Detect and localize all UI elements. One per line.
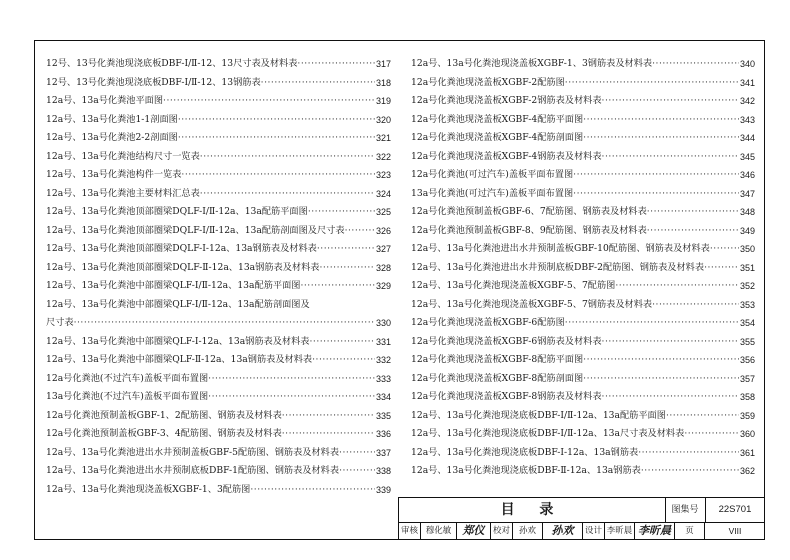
toc-entry-page: 326 — [375, 225, 391, 236]
toc-entry-page: 359 — [739, 410, 755, 421]
design-label: 设计 — [583, 522, 605, 540]
toc-entry-title: 12a号化粪池现浇盖板XGBF-2钢筋表及材料表 — [411, 95, 602, 106]
toc-entry-title: 12a号、13a号化粪池顶部圈梁DQLF-Ⅰ/Ⅱ-12a、13a配筋平面图 — [46, 206, 308, 217]
toc-entry-title: 12号、13号化粪池现浇底板DBF-Ⅰ/Ⅱ-12、13钢筋表 — [46, 76, 261, 88]
toc-entry-title: 12a号、13a号化粪池进出水井预制盖板GBF-5配筋图、钢筋表及材料表 — [46, 446, 340, 458]
toc-entry-page: 341 — [739, 77, 755, 88]
toc-entry[interactable] — [411, 370, 755, 389]
toc-entry-page: 335 — [375, 410, 391, 421]
leader-dots — [163, 92, 375, 111]
leader-dots — [178, 129, 375, 148]
leader-dots — [178, 111, 375, 130]
leader-dots — [282, 425, 375, 444]
toc-entry-title: 12a号、13a号化粪池平面图 — [46, 95, 164, 106]
toc-entry-page: 349 — [739, 225, 755, 236]
leader-dots — [602, 333, 739, 352]
toc-entry-title: 12a号、13a号化粪池结构尺寸一览表 — [46, 150, 200, 162]
toc-entry-title: 12a号、13a号化粪池主要材料汇总表 — [46, 187, 200, 199]
leader-dots — [319, 259, 375, 278]
toc-entry-title: 12a号、13a号化粪池顶部圈梁DQLF-Ⅰ-12a、13a钢筋表及材料表 — [46, 243, 317, 254]
toc-entry-title: 12a号、13a号化粪池构件一览表 — [46, 169, 182, 180]
toc-entry[interactable] — [46, 111, 391, 130]
designer-name: 李昕晨 — [605, 522, 635, 540]
leader-dots — [181, 166, 375, 185]
toc-entry-page: 329 — [375, 281, 391, 291]
toc-entry-title: 12a号、13a号化粪池顶部圈梁DQLF-Ⅰ/Ⅱ-12a、13a配筋剖面图及尺寸表 — [46, 224, 345, 236]
toc-entry[interactable] — [411, 148, 755, 167]
leader-dots — [317, 240, 375, 259]
toc-entry-title: 13a号化粪池(不过汽车)盖板平面布置图 — [46, 391, 209, 402]
toc-entry[interactable] — [411, 277, 755, 296]
title-block-row-2 — [399, 522, 765, 540]
toc-entry-title: 12a号、13a号化粪池现浇盖板XGBF-1、3配筋图 — [46, 483, 251, 495]
toc-entry[interactable] — [411, 129, 755, 148]
toc-entry-page: 342 — [739, 96, 755, 106]
toc-entry-title: 12a号、13a号化粪池现浇盖板XGBF-5、7配筋图 — [411, 280, 616, 291]
toc-entry[interactable] — [46, 444, 391, 463]
toc-entry-page: 351 — [739, 262, 755, 273]
toc-entry[interactable] — [46, 370, 391, 389]
toc-entry[interactable] — [411, 314, 755, 333]
toc-entry[interactable] — [46, 388, 391, 407]
toc-entry[interactable] — [411, 351, 755, 370]
leader-dots — [300, 277, 375, 296]
leader-dots — [250, 481, 375, 500]
leader-dots — [583, 351, 739, 370]
toc-entry[interactable] — [46, 166, 391, 185]
leader-dots — [565, 74, 739, 93]
leader-dots — [704, 259, 739, 278]
toc-entry[interactable] — [411, 55, 755, 74]
title-block-row-1 — [399, 498, 765, 523]
toc-right-column — [411, 55, 755, 481]
toc-entry-page: 327 — [375, 244, 391, 254]
toc-entry-title: 12a号化粪池现浇盖板XGBF-2配筋图 — [411, 76, 565, 88]
leader-dots — [615, 277, 739, 296]
leader-dots — [573, 166, 739, 185]
toc-entry[interactable] — [46, 351, 391, 370]
toc-entry[interactable] — [46, 55, 391, 74]
toc-entry[interactable] — [46, 481, 391, 500]
toc-entry[interactable] — [46, 203, 391, 222]
toc-entry[interactable] — [46, 296, 391, 315]
toc-left-column — [46, 55, 391, 499]
designer-signature: 李昕晨 — [635, 522, 675, 540]
leader-dots — [583, 129, 739, 148]
toc-entry-title: 12a号、13a号化粪池中部圈梁QLF-Ⅰ/Ⅱ-12a、13a配筋平面图 — [46, 280, 301, 291]
toc-entry-title: 12a号化粪池(不过汽车)盖板平面布置图 — [46, 372, 209, 384]
leader-dots — [666, 407, 739, 426]
checker-signature: 孙欢 — [543, 522, 583, 540]
leader-dots — [261, 74, 375, 93]
sheet-title: 目 录 — [399, 498, 666, 522]
leader-dots — [638, 444, 739, 463]
leader-dots — [339, 462, 375, 481]
toc-entry-continuation[interactable] — [46, 314, 391, 333]
toc-entry[interactable] — [411, 222, 755, 241]
toc-entry-title: 12a号、13a号化粪池现浇盖板XGBF-5、7钢筋表及材料表 — [411, 298, 653, 310]
leader-dots — [565, 314, 739, 333]
toc-entry[interactable] — [411, 462, 755, 481]
toc-entry[interactable] — [411, 333, 755, 352]
leader-dots — [208, 370, 375, 389]
toc-entry-title: 12a号化粪池现浇盖板XGBF-8配筋剖面图 — [411, 372, 584, 384]
toc-entry-title: 12a号、13a号化粪池顶部圈梁DQLF-Ⅱ-12a、13a钢筋表及材料表 — [46, 261, 320, 273]
toc-entry[interactable] — [46, 333, 391, 352]
toc-entry[interactable] — [411, 74, 755, 93]
toc-entry-title: 12a号化粪池现浇盖板XGBF-8钢筋表及材料表 — [411, 391, 602, 402]
toc-entry-page: 343 — [739, 114, 755, 125]
leader-dots — [602, 388, 739, 407]
toc-entry[interactable] — [411, 166, 755, 185]
toc-entry-title: 12a号、13a号化粪池现浇盖板XGBF-1、3钢筋表及材料表 — [411, 58, 653, 69]
toc-entry-title: 12a号化粪池预制盖板GBF-3、4配筋图、钢筋表及材料表 — [46, 428, 282, 439]
toc-entry-title: 12a号化粪池预制盖板GBF-8、9配筋图、钢筋表及材料表 — [411, 224, 647, 236]
review-label: 审核 — [399, 522, 421, 540]
leader-dots — [309, 333, 374, 352]
toc-entry[interactable] — [411, 185, 755, 204]
toc-entry[interactable] — [411, 111, 755, 130]
toc-entry[interactable] — [411, 296, 755, 315]
toc-entry-title: 12号、13号化粪池现浇底板DBF-Ⅰ/Ⅱ-12、13尺寸表及材料表 — [46, 58, 298, 69]
toc-entry[interactable] — [46, 407, 391, 426]
toc-entry[interactable] — [411, 425, 755, 444]
toc-entry-page: 352 — [739, 281, 755, 291]
leader-dots — [297, 55, 375, 74]
toc-entry-page: 324 — [375, 188, 391, 199]
toc-entry-page: 330 — [375, 318, 391, 328]
toc-entry[interactable] — [46, 277, 391, 296]
checker-name: 孙欢 — [513, 522, 543, 540]
toc-entry-page: 362 — [739, 466, 755, 476]
toc-entry-page: 322 — [375, 151, 391, 162]
toc-entry-page: 323 — [375, 170, 391, 180]
toc-entry[interactable] — [411, 259, 755, 278]
leader-dots — [684, 425, 739, 444]
toc-entry[interactable] — [46, 129, 391, 148]
leader-dots — [308, 203, 375, 222]
leader-dots — [200, 148, 375, 167]
toc-entry-title: 12a号、13a号化粪池现浇底板DBF-Ⅰ/Ⅱ-12a、13a尺寸表及材料表 — [411, 428, 685, 439]
toc-entry-title: 12a号、13a号化粪池中部圈梁QLF-Ⅱ-12a、13a钢筋表及材料表 — [46, 354, 313, 365]
page-label: 页 — [675, 522, 705, 540]
toc-entry-title: 12a号、13a号化粪池2-2剖面图 — [46, 132, 178, 143]
check-label: 校对 — [491, 522, 513, 540]
leader-dots — [339, 444, 375, 463]
toc-entry-page: 345 — [739, 151, 755, 162]
toc-entry-title: 13a号化粪池(可过汽车)盖板平面布置图 — [411, 187, 574, 199]
toc-entry-title: 12a号化粪池现浇盖板XGBF-8配筋平面图 — [411, 354, 584, 365]
leader-dots — [583, 111, 739, 130]
atlas-number: 22S701 — [718, 504, 752, 515]
toc-entry-title: 12a号化粪池现浇盖板XGBF-4配筋平面图 — [411, 113, 584, 125]
leader-dots — [647, 203, 739, 222]
leader-dots — [652, 55, 739, 74]
toc-entry-page: 350 — [739, 244, 755, 254]
toc-entry-title: 12a号化粪池现浇盖板XGBF-6钢筋表及材料表 — [411, 335, 602, 347]
toc-entry-title: 12a号化粪池预制盖板GBF-1、2配筋图、钢筋表及材料表 — [46, 409, 282, 421]
toc-entry-page: 317 — [375, 59, 391, 69]
atlas-number-label: 图集号 — [665, 498, 706, 522]
toc-entry-page: 346 — [739, 170, 755, 180]
toc-entry-page: 334 — [375, 392, 391, 402]
toc-entry-title: 12a号、13a号化粪池进出水井预制盖板GBF-10配筋图、钢筋表及材料表 — [411, 243, 710, 254]
toc-entry-page: 332 — [375, 355, 391, 365]
leader-dots — [641, 462, 739, 481]
leader-dots — [602, 92, 739, 111]
leader-dots — [573, 185, 739, 204]
toc-entry[interactable] — [411, 240, 755, 259]
leader-dots — [345, 222, 375, 241]
toc-entry-page: 325 — [375, 207, 391, 217]
toc-entry-page: 357 — [739, 373, 755, 384]
toc-entry-page: 354 — [739, 318, 755, 328]
toc-entry[interactable] — [46, 240, 391, 259]
toc-entry-title: 12a号化粪池现浇盖板XGBF-4钢筋表及材料表 — [411, 150, 602, 162]
toc-entry-page: 361 — [739, 447, 755, 458]
toc-entry-page: 347 — [739, 188, 755, 199]
toc-entry[interactable] — [411, 444, 755, 463]
toc-entry[interactable] — [46, 148, 391, 167]
toc-entry[interactable] — [46, 222, 391, 241]
drawing-frame — [34, 40, 765, 540]
toc-entry-page: 319 — [375, 96, 391, 106]
toc-entry-title: 12a号、13a号化粪池进出水井预制底板DBF-2配筋图、钢筋表及材料表 — [411, 261, 705, 273]
toc-entry-page: 356 — [739, 355, 755, 365]
reviewer-signature: 郑仪 — [457, 522, 491, 540]
toc-entry[interactable] — [46, 462, 391, 481]
toc-entry-page: 353 — [739, 299, 755, 310]
toc-entry-page: 340 — [739, 59, 755, 69]
toc-entry[interactable] — [46, 259, 391, 278]
toc-entry-title: 12a号、13a号化粪池1-1剖面图 — [46, 113, 178, 125]
toc-entry-title: 12a号、13a号化粪池现浇底板DBF-Ⅰ-12a、13a钢筋表 — [411, 446, 639, 458]
toc-entry-page: 318 — [375, 77, 391, 88]
toc-entry[interactable] — [411, 388, 755, 407]
toc-entry-page: 348 — [739, 207, 755, 217]
toc-entry-page: 344 — [739, 133, 755, 143]
toc-entry-page: 360 — [739, 429, 755, 439]
toc-entry-title: 12a号、13a号化粪池现浇底板DBF-Ⅱ-12a、13a钢筋表 — [411, 465, 641, 476]
leader-dots — [647, 222, 739, 241]
page-number: VIII — [728, 526, 742, 536]
leader-dots — [583, 370, 739, 389]
title-block — [398, 497, 765, 540]
toc-entry-page: 331 — [375, 336, 391, 347]
leader-dots — [208, 388, 375, 407]
toc-entry[interactable] — [46, 425, 391, 444]
toc-entry-title: 尺寸表 — [46, 317, 74, 328]
leader-dots — [710, 240, 739, 259]
toc-entry-title: 12a号化粪池现浇盖板XGBF-6配筋图 — [411, 317, 565, 328]
toc-entry[interactable] — [46, 92, 391, 111]
toc-entry-title: 12a号化粪池(可过汽车)盖板平面布置图 — [411, 169, 574, 180]
toc-entry-title: 12a号、13a号化粪池进出水井预制底板DBF-1配筋图、钢筋表及材料表 — [46, 465, 340, 476]
leader-dots — [602, 148, 739, 167]
toc-entry[interactable] — [411, 203, 755, 222]
toc-entry-page: 358 — [739, 392, 755, 402]
toc-entry-page: 336 — [375, 429, 391, 439]
toc-entry-title: 12a号、13a号化粪池现浇底板DBF-Ⅰ/Ⅱ-12a、13a配筋平面图 — [411, 409, 666, 421]
toc-entry-title: 12a号化粪池现浇盖板XGBF-4配筋剖面图 — [411, 132, 584, 143]
toc-entry-page: 337 — [375, 447, 391, 458]
toc-entry[interactable] — [46, 185, 391, 204]
toc-entry-title: 12a号化粪池预制盖板GBF-6、7配筋图、钢筋表及材料表 — [411, 206, 647, 217]
toc-entry-page: 321 — [375, 133, 391, 143]
toc-entry-page: 333 — [375, 373, 391, 384]
toc-entry-title: 12a号、13a号化粪池中部圈梁QLF-Ⅰ/Ⅱ-12a、13a配筋剖面图及 — [46, 298, 310, 310]
toc-entry-page: 328 — [375, 262, 391, 273]
toc-entry[interactable] — [46, 74, 391, 93]
leader-dots — [282, 407, 375, 426]
toc-entry-page: 339 — [375, 484, 391, 495]
toc-entry[interactable] — [411, 407, 755, 426]
leader-dots — [74, 314, 375, 333]
leader-dots — [312, 351, 375, 370]
leader-dots — [200, 185, 375, 204]
reviewer-name: 穆化敏 — [421, 522, 457, 540]
toc-entry[interactable] — [411, 92, 755, 111]
toc-entry-page: 320 — [375, 114, 391, 125]
toc-entry-page: 338 — [375, 466, 391, 476]
toc-entry-title: 12a号、13a号化粪池中部圈梁QLF-Ⅰ-12a、13a钢筋表及材料表 — [46, 335, 310, 347]
toc-entry-page: 355 — [739, 336, 755, 347]
leader-dots — [652, 296, 739, 315]
